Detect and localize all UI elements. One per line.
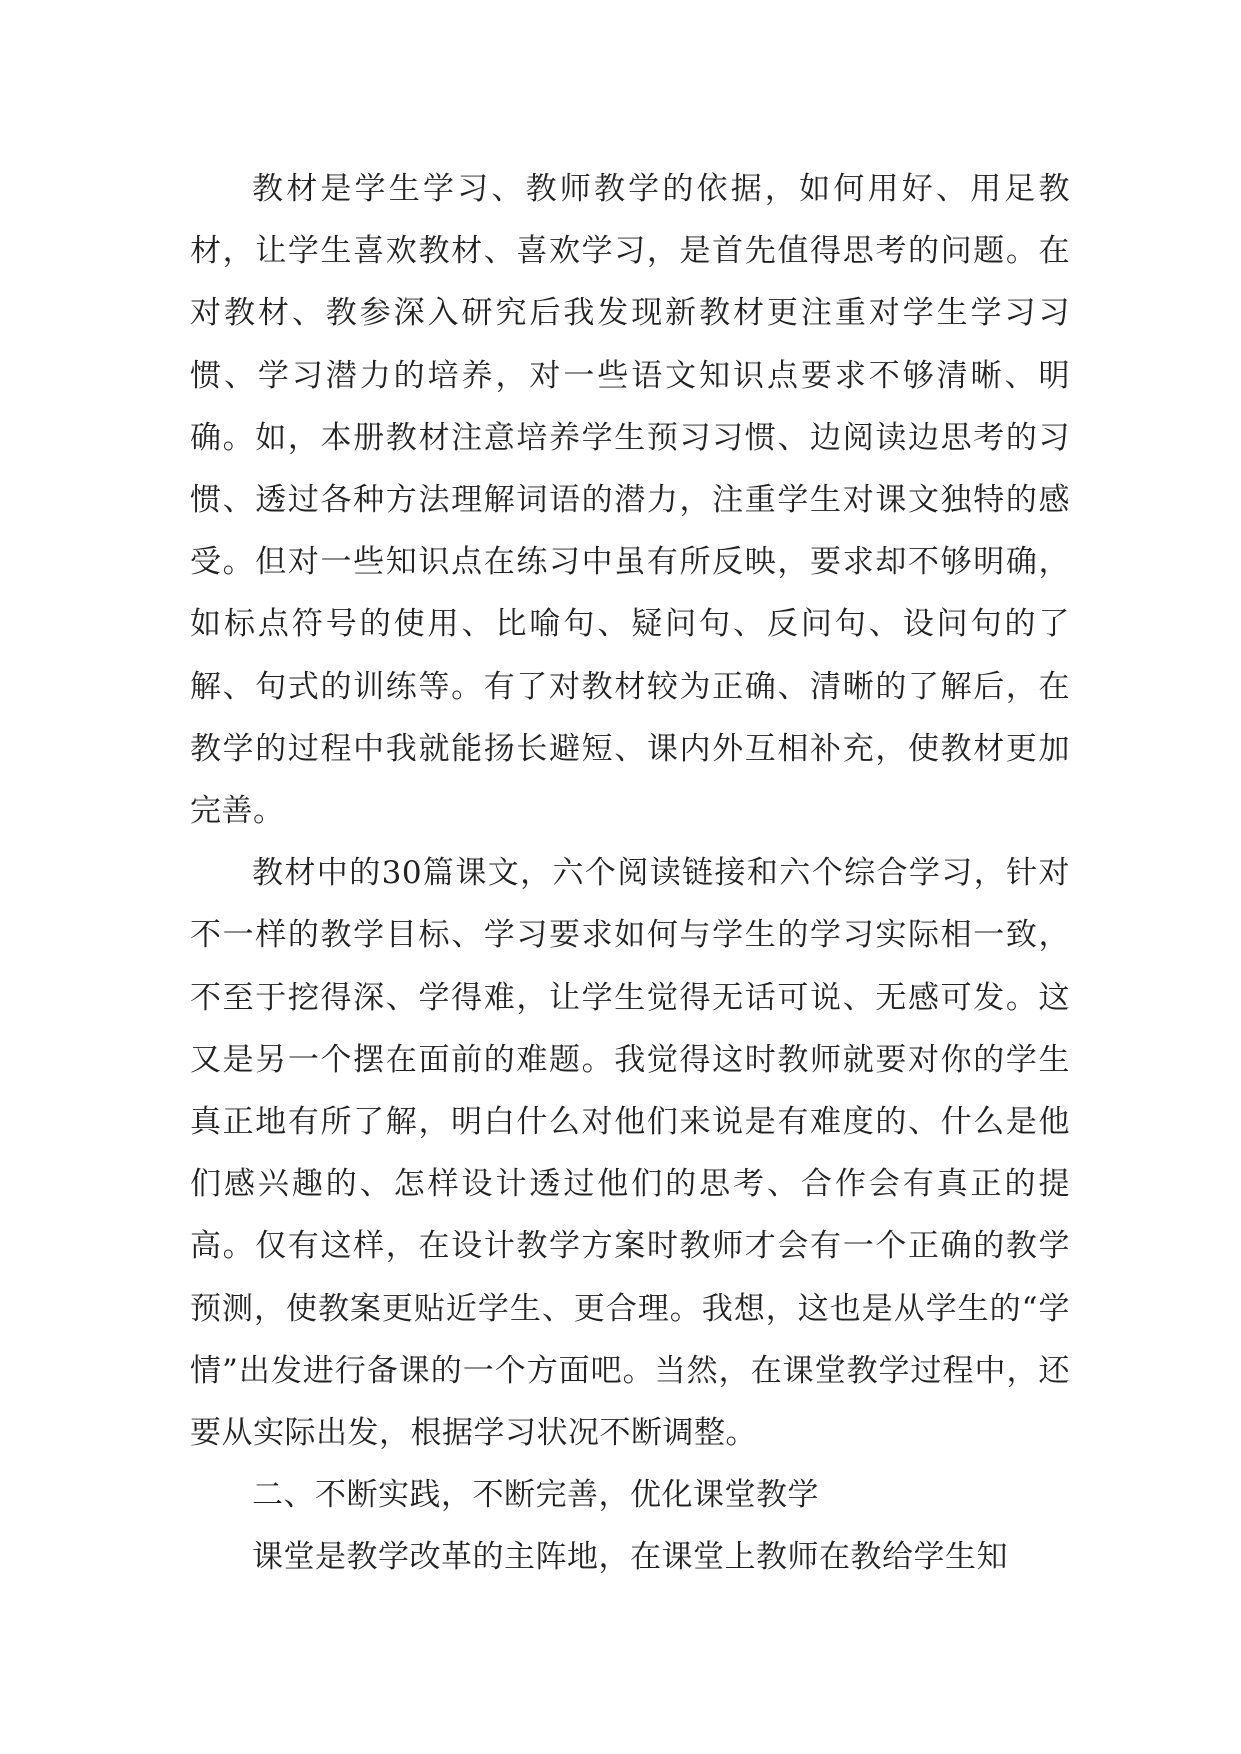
section-heading: 二、不断实践，不断完善，优化课堂教学 [252, 1477, 819, 1514]
paragraph-classroom: 课堂是教学改革的主阵地，在课堂上教师在教给学生知 [252, 1539, 1008, 1576]
paragraph-textbook-basis: 教材是学生学习、教师教学的依据，如何用好、用足教材，让学生喜欢教材、喜欢学习，是首先值得思考的问题。在对教材、教参深入研究后我发现新教材更注重对学生学习习惯、学习潜力的培养，对一些语文知识点要求不够清晰、明确。如，本册教材注意培养学生预习习惯、边阅读边思考的习惯、透过各种方法理解词语的潜力，注重学生对课文独特的感受。但对一些知识点在练习中虽有所反映，要求却不够明确，如标点符号的使用、比喻句、疑问句、反问句、设问句的了解、句式的训练等。有了对教材较为正确、清晰的了解后，在教学的过程中我就能扬长避短、课内外互相补充，使教材更加完善。 [190, 171, 1070, 830]
document-body [190, 158, 1070, 1589]
paragraph-lesson-planning: 教材中的30篇课文，六个阅读链接和六个综合学习，针对不一样的教学目标、学习要求如何与学生的学习实际相一致，不至于挖得深、学得难，让学生觉得无话可说、无感可发。这又是另一个摆在面前的难题。我觉得这时教师就要对你的学生真正地有所了解，明白什么对他们来说是有难度的、什么是他们感兴趣的、怎样设计透过他们的思考、合作会有真正的提高。仅有这样，在设计教学方案时教师才会有一个正确的教学预测，使教案更贴近学生、更合理。我想，这也是从学生的“学情”出发进行备课的一个方面吧。当然，在课堂教学过程中，还要从实际出发，根据学习状况不断调整。 [190, 855, 1070, 1452]
